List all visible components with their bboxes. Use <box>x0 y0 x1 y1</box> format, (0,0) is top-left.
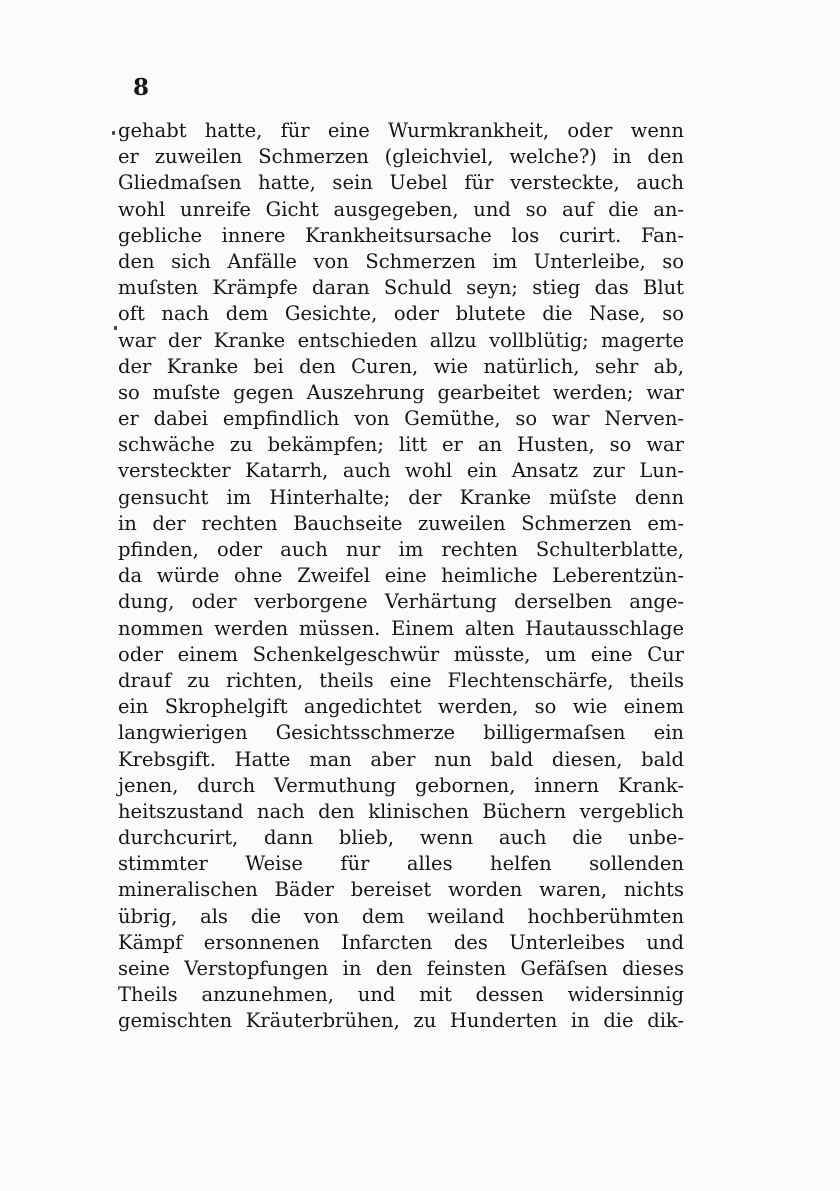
print-speck <box>112 131 115 135</box>
text-line: schwäche zu bekämpfen; litt er an Husten, so war <box>118 433 684 457</box>
text-line: drauf zu richten, theils eine Flechtenschärfe, theils <box>118 668 684 692</box>
text-line: versteckter Katarrh, auch wohl ein Ansatz zur Lun- <box>118 459 684 483</box>
text-line: da würde ohne Zweifel eine heimliche Leberentzün- <box>118 564 684 588</box>
text-line: jenen, durch Vermuthung gebornen, innern Krank- <box>118 773 684 797</box>
text-line: ein Skrophelgift angedichtet werden, so wie einem <box>118 695 684 719</box>
text-line: durchcurirt, dann blieb, wenn auch die unbe- <box>118 826 684 850</box>
text-line: er dabei empfindlich von Gemüthe, so war Nerven- <box>118 407 684 431</box>
text-line: Gliedmaſsen hatte, sein Uebel für versteckte, auch <box>118 171 684 195</box>
text-line: oft nach dem Gesichte, oder blutete die Nase, so <box>118 302 684 326</box>
text-line: oder einem Schenkelgeschwür müsste, um eine Cur <box>118 642 684 666</box>
text-line: war der Kranke entschieden allzu vollblütig; magerte <box>118 328 684 352</box>
text-line: pfinden, oder auch nur im rechten Schulterblatte, <box>118 538 684 561</box>
text-line: Kämpf ersonnenen Infarcten des Unterleibes und <box>118 930 684 954</box>
text-line: der Kranke bei den Curen, wie natürlich, sehr ab, <box>118 354 684 378</box>
text-line: in der rechten Bauchseite zuweilen Schmerzen em- <box>118 511 684 535</box>
text-line: gebliche innere Krankheitsursache los curirt. Fan- <box>118 223 684 247</box>
text-line: übrig, als die von dem weiland hochberühmten <box>118 904 684 928</box>
text-line: muſsten Krämpfe daran Schuld seyn; stieg das Blut <box>118 276 684 300</box>
page-number: 8 <box>133 74 150 101</box>
print-speck <box>114 326 117 330</box>
text-line: heitszustand nach den klinischen Büchern vergeblich <box>118 799 684 823</box>
text-line: gehabt hatte, für eine Wurmkrankheit, oder wenn <box>118 119 684 142</box>
body-text <box>118 118 684 1035</box>
text-line: gemischten Kräuterbrühen, zu Hunderten in die dik- <box>118 1009 684 1033</box>
text-line: mineralischen Bäder bereiset worden waren, nichts <box>118 878 684 902</box>
text-line: Krebsgift. Hatte man aber nun bald diesen, bald <box>118 747 684 771</box>
text-line: er zuweilen Schmerzen (gleichviel, welche?) in den <box>118 145 684 169</box>
text-line: dung, oder verborgene Verhärtung derselben ange- <box>118 590 684 614</box>
text-line: Theils anzunehmen, und mit dessen widersinnig <box>118 983 684 1007</box>
text-line: wohl unreife Gicht ausgegeben, und so auf die an- <box>118 197 684 221</box>
text-line: seine Verstopfungen in den feinsten Gefäſsen dieses <box>118 957 684 980</box>
text-line: gensucht im Hinterhalte; der Kranke müſste denn <box>118 485 684 509</box>
text-line: langwierigen Gesichtsschmerze billigermaſsen ein <box>118 721 684 745</box>
text-line: den sich Anfälle von Schmerzen im Unterleibe, so <box>118 249 684 273</box>
text-line: so muſste gegen Auszehrung gearbeitet werden; war <box>118 380 684 404</box>
text-line: stimmter Weise für alles helfen sollenden <box>118 852 684 876</box>
text-line: nommen werden müssen. Einem alten Hautausschlage <box>118 616 684 640</box>
